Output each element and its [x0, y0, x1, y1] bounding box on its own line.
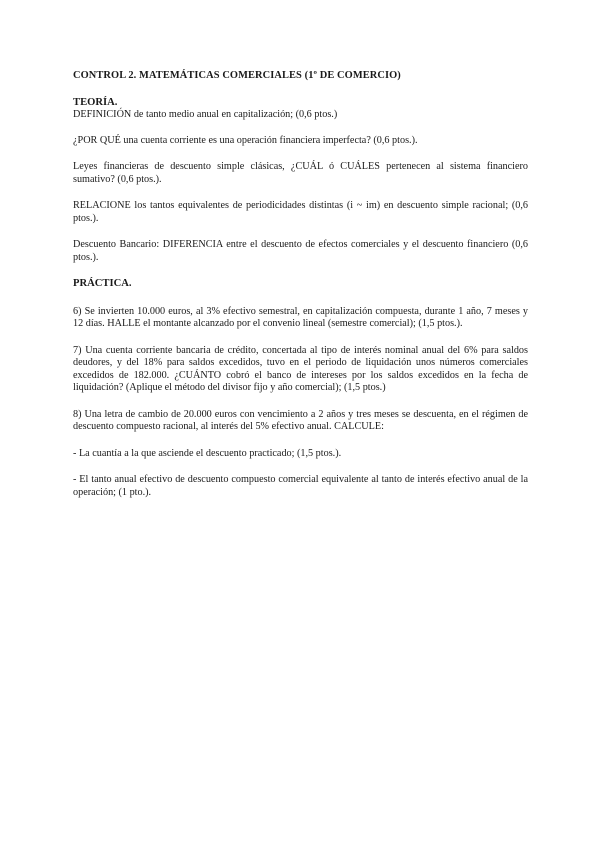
exam-document [73, 70, 528, 499]
teoria-question-5: Descuento Bancario: DIFERENCIA entre el descuento de efectos comerciales y el descuento financiero (0,6 ptos.). [73, 239, 528, 263]
document-title: CONTROL 2. MATEMÁTICAS COMERCIALES (1º DE COMERCIO) [73, 70, 401, 81]
teoria-heading: TEORÍA. [73, 96, 118, 108]
teoria-question-4: RELACIONE los tantos equivalentes de periodicidades distintas (i ~ im) en descuento simple racional; (0,6 ptos.). [73, 200, 528, 224]
practica-problem-8a: - La cuantía a la que asciende el descuento practicado; (1,5 ptos.). [73, 447, 342, 459]
teoria-question-1: DEFINICIÓN de tanto medio anual en capitalización; (0,6 ptos.) [73, 109, 338, 120]
practica-problem-8: 8) Una letra de cambio de 20.000 euros con vencimiento a 2 años y tres meses se descuenta, en el régimen de descuento compuesto racional, al interés del 5% efectivo anual. CALCULE: [73, 408, 528, 432]
practica-heading: PRÁCTICA. [73, 278, 132, 289]
practica-problem-7: 7) Una cuenta corriente bancaria de crédito, concertada al tipo de interés nominal anual del 6% para saldos deudores, y del 18% para saldos excedidos, tuvo en el periodo de liquidación unos números comerciales excedidos de 182.000. ¿CUÁNTO cobró el banco de intereses por los saldos excedidos en la fecha de liquidación? (Aplique el método del divisor fijo y año comercial); (1,5 ptos.) [73, 344, 528, 393]
teoria-question-3: Leyes financieras de descuento simple clásicas, ¿CUÁL ó CUÁLES pertenecen al sistema financiero sumativo? (0,6 ptos.). [73, 161, 528, 185]
practica-problem-8b: - El tanto anual efectivo de descuento compuesto comercial equivalente al tanto de interés efectivo anual de la operación; (1 pto.). [73, 474, 528, 498]
practica-problem-6: 6) Se invierten 10.000 euros, al 3% efectivo semestral, en capitalización compuesta, durante 1 año, 7 meses y 12 días. HALLE el montante alcanzado por el convenio lineal (semestre comercial); (1,5 ptos.). [73, 305, 528, 329]
teoria-question-2: ¿POR QUÉ una cuenta corriente es una operación financiera imperfecta? (0,6 ptos.). [73, 134, 418, 146]
